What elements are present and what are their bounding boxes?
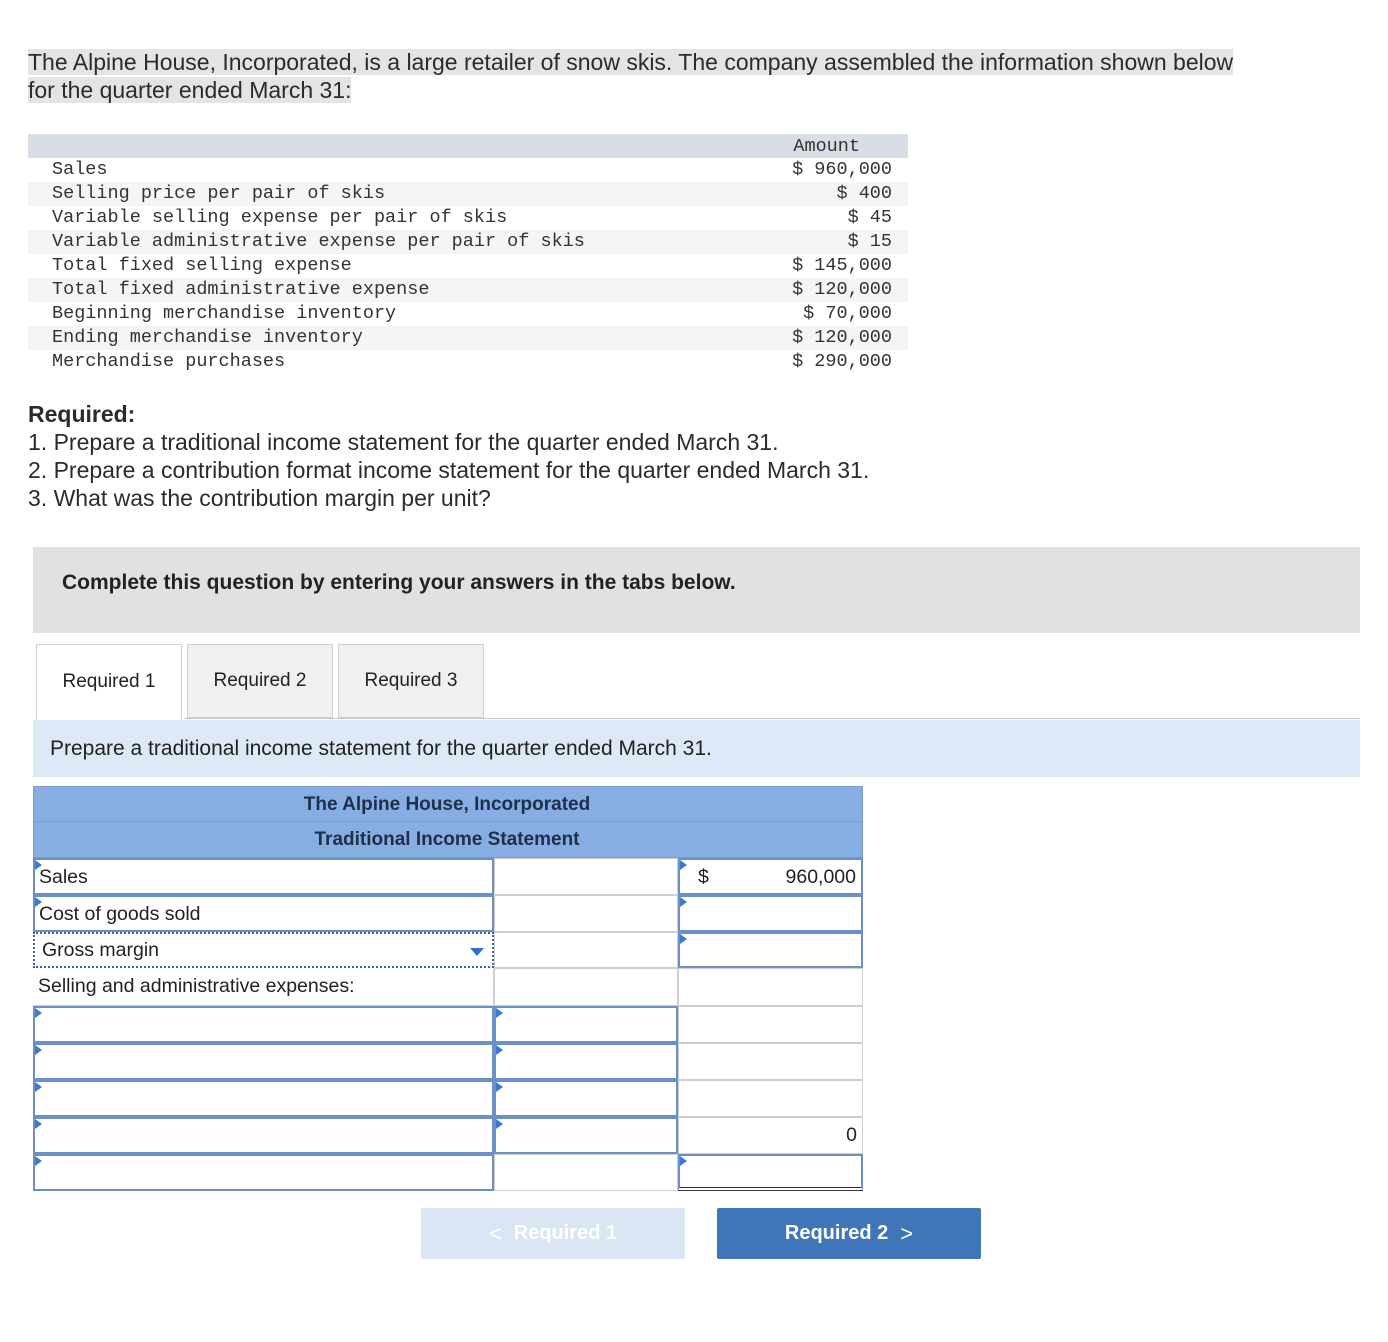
data-row-label: Total fixed administrative expense [52, 279, 430, 300]
data-row [28, 350, 908, 374]
data-row [28, 302, 908, 326]
row-4-col3 [678, 968, 863, 1006]
row-1-label-input[interactable]: Sales [33, 858, 494, 895]
required-item-2: 2. Prepare a contribution format income statement for the quarter ended March 31. [28, 457, 870, 483]
intro-line-1: The Alpine House, Incorporated, is a large retailer of snow skis. The company assembled the information shown below [28, 49, 1234, 75]
input-marker-icon [496, 1008, 503, 1018]
input-marker-icon [680, 934, 687, 944]
row-3-col3-input[interactable] [678, 932, 863, 968]
data-row-label: Merchandise purchases [52, 351, 286, 372]
row-2-col3-input[interactable] [678, 895, 863, 932]
intro-text [28, 48, 1358, 104]
data-row-amount: $ 120,000 [792, 327, 892, 348]
tab-required-3[interactable]: Required 3 [338, 644, 484, 718]
input-marker-icon [496, 1045, 503, 1055]
data-row-amount: $ 145,000 [792, 255, 892, 276]
instructions-banner: Complete this question by entering your answers in the tabs below. [33, 547, 1360, 633]
row-6-col2-input[interactable] [494, 1043, 678, 1080]
row-9-col3-input[interactable] [678, 1154, 863, 1191]
chevron-down-icon[interactable] [470, 948, 484, 956]
row-2-label-input[interactable]: Cost of goods sold [33, 895, 494, 932]
input-marker-icon [496, 1119, 503, 1129]
tab-required-2[interactable]: Required 2 [187, 644, 333, 718]
row-5-col2-input[interactable] [494, 1006, 678, 1043]
row-5-label-input[interactable] [33, 1006, 494, 1043]
data-row-label: Beginning merchandise inventory [52, 303, 397, 324]
statement-grid [33, 858, 863, 1190]
data-row [28, 326, 908, 350]
data-row-label: Ending merchandise inventory [52, 327, 363, 348]
row-1-col3-input[interactable]: $ 960,000 [678, 858, 863, 895]
row-3-label-dropdown[interactable]: Gross margin [33, 932, 494, 968]
input-marker-icon [35, 1156, 42, 1166]
input-marker-icon [35, 1082, 42, 1092]
amount-header: Amount [28, 134, 908, 158]
data-row-label: Variable administrative expense per pair of skis [52, 231, 585, 252]
data-row [28, 158, 908, 182]
currency-symbol: $ [698, 866, 709, 888]
data-row-amount: $ 15 [847, 231, 892, 252]
row-4-col2 [494, 968, 678, 1006]
data-row-amount: $ 290,000 [792, 351, 892, 372]
row-9-col2 [494, 1154, 678, 1191]
input-marker-icon [35, 1045, 42, 1055]
row-4-label: Selling and administrative expenses: [33, 968, 494, 1006]
data-row-label: Variable selling expense per pair of skis [52, 207, 508, 228]
intro-line-2: for the quarter ended March 31: [28, 77, 352, 103]
row-6-col3 [678, 1043, 863, 1080]
statement-title: Traditional Income Statement [33, 822, 863, 858]
row-7-col3 [678, 1080, 863, 1117]
chevron-left-icon: < [488, 1220, 502, 1246]
required-section [28, 400, 869, 512]
data-row [28, 278, 908, 302]
input-marker-icon [680, 1156, 687, 1166]
row-1-col2 [494, 858, 678, 895]
data-row-label: Selling price per pair of skis [52, 183, 386, 204]
tab-required-1[interactable]: Required 1 [36, 644, 182, 720]
data-row [28, 254, 908, 278]
row-6-label-input[interactable] [33, 1043, 494, 1080]
data-row-amount: $ 120,000 [792, 279, 892, 300]
row-3-col2 [494, 932, 678, 968]
tab-instruction: Prepare a traditional income statement for the quarter ended March 31. [33, 720, 1360, 777]
data-row [28, 206, 908, 230]
data-row-amount: $ 400 [836, 183, 892, 204]
data-row [28, 230, 908, 254]
input-marker-icon [680, 860, 687, 870]
row-7-col2-input[interactable] [494, 1080, 678, 1117]
required-item-1: 1. Prepare a traditional income statement for the quarter ended March 31. [28, 429, 779, 455]
required-heading: Required: [28, 401, 136, 427]
row-9-label-input[interactable] [33, 1154, 494, 1191]
data-row-amount: $ 960,000 [792, 159, 892, 180]
data-row-label: Total fixed selling expense [52, 255, 352, 276]
tab-divider [184, 718, 1360, 719]
input-marker-icon [35, 1008, 42, 1018]
input-marker-icon [496, 1082, 503, 1092]
row-7-label-input[interactable] [33, 1080, 494, 1117]
statement-company: The Alpine House, Incorporated [33, 786, 863, 822]
data-row-amount: $ 70,000 [803, 303, 892, 324]
data-row [28, 182, 908, 206]
chevron-right-icon: > [900, 1220, 914, 1246]
data-row-amount: $ 45 [847, 207, 892, 228]
required-item-3: 3. What was the contribution margin per unit? [28, 485, 491, 511]
prev-button[interactable]: < Required 1 [421, 1208, 685, 1259]
row-8-col3-total: 0 [678, 1117, 863, 1154]
row-8-label-input[interactable] [33, 1117, 494, 1154]
given-data-table [28, 134, 908, 374]
next-button[interactable]: Required 2 > [717, 1208, 981, 1259]
input-marker-icon [35, 1119, 42, 1129]
row-2-col2 [494, 895, 678, 932]
row-8-col2-input[interactable] [494, 1117, 678, 1154]
row-5-col3 [678, 1006, 863, 1043]
input-marker-icon [680, 897, 687, 907]
income-statement [33, 786, 863, 1190]
data-row-label: Sales [52, 159, 108, 180]
